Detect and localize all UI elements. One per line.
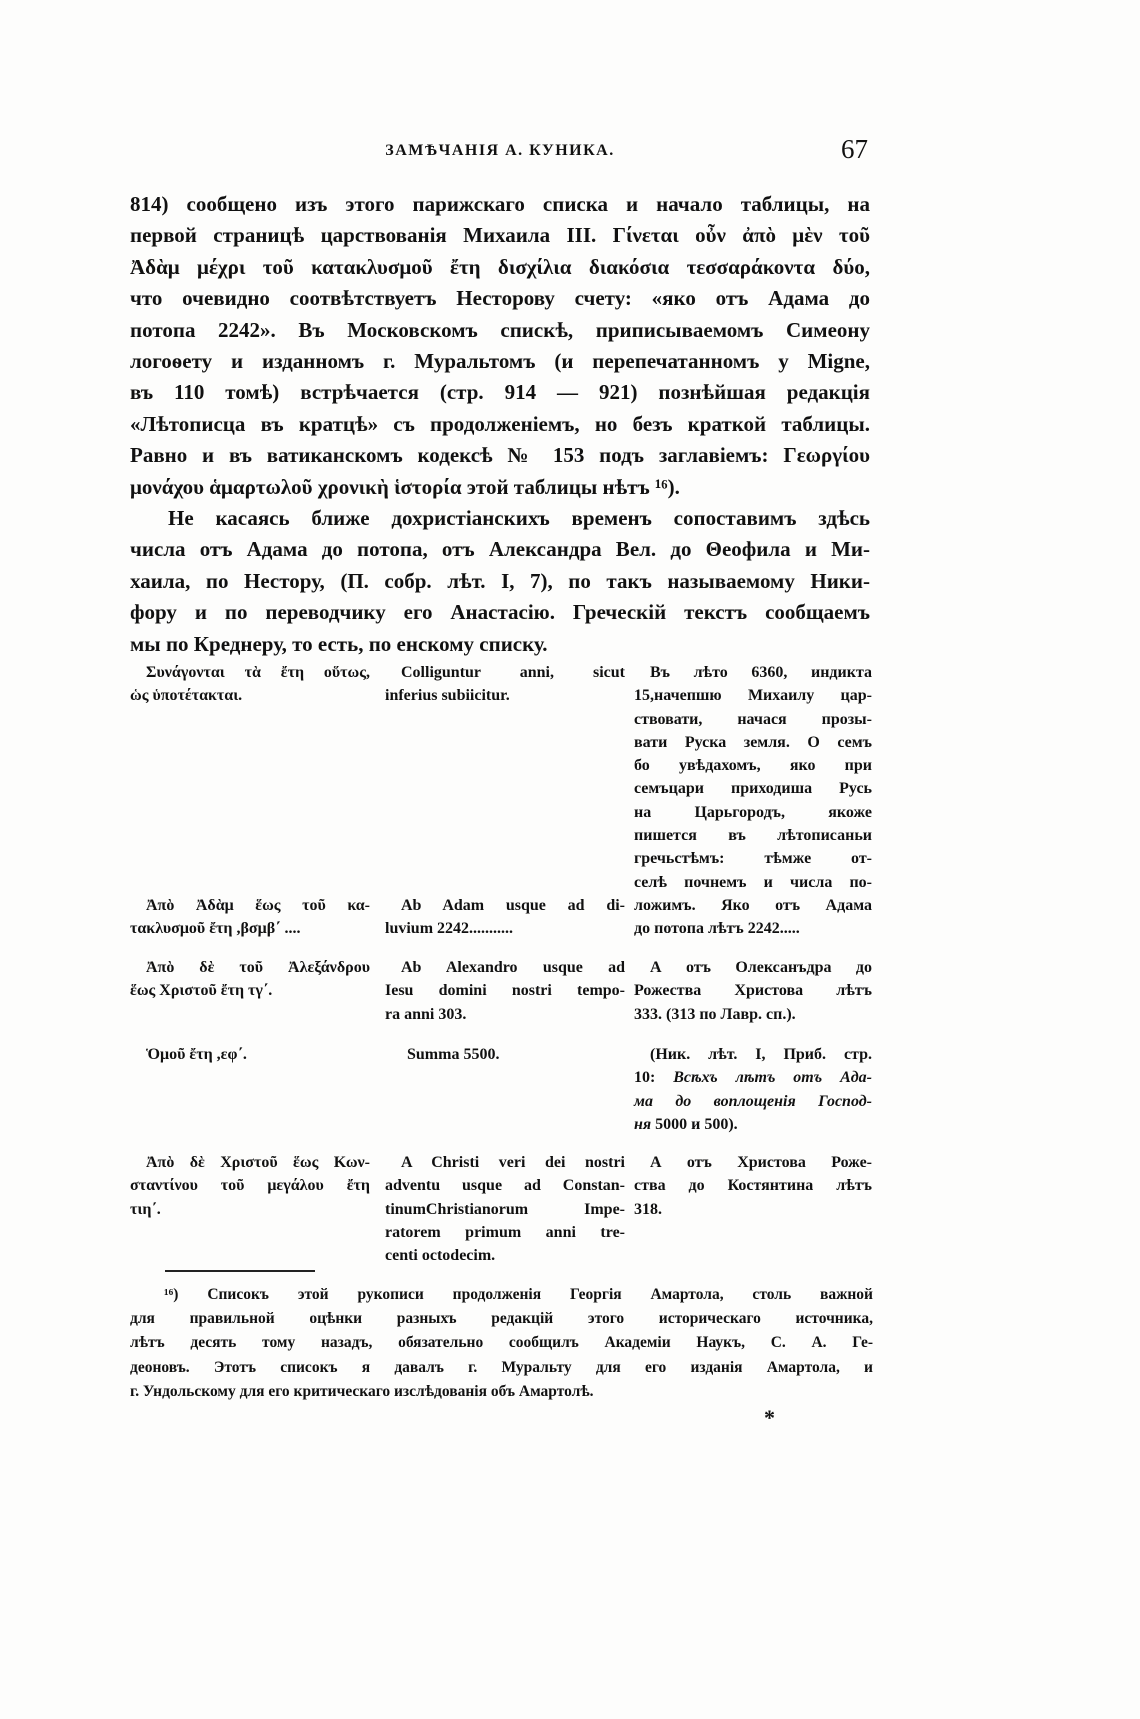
text-line: Ἀδὰμ μέχρι τοῦ κατακλυσμοῦ ἔτη δισχίλια διακόσια τεσσαράκοντα δύο,: [130, 254, 870, 279]
slavonic-cell: [634, 1151, 872, 1221]
latin-cell: [385, 956, 625, 1026]
latin-cell: [385, 894, 625, 941]
text-line: Рожества Христова лѣтъ: [634, 982, 872, 1000]
text-line: Συνάγονται τὰ ἔτη οὕτως,: [146, 664, 370, 681]
greek-cell: [130, 1043, 370, 1066]
text-line: luvium 2242...........: [385, 920, 514, 938]
text-segment: 5000 и 500).: [651, 1115, 738, 1133]
text-line: A Christi veri dei nostri: [401, 1154, 625, 1171]
page-number: 67: [841, 134, 868, 164]
text-line: ra anni 303.: [385, 1005, 467, 1023]
text-line: Colliguntur anni, sicut: [401, 664, 625, 681]
italic-text: ма до воплощенія Господ-: [634, 1092, 872, 1110]
text-line: σταντίνου τοῦ μεγάλου ἔτη: [130, 1177, 370, 1195]
greek-cell: [130, 894, 370, 941]
text-line: А отъ Христова Роже-: [650, 1154, 872, 1171]
paragraph-2: [130, 503, 870, 660]
text-line: 15,начепшю Михаилу цар-: [634, 687, 872, 705]
text-segment: 10:: [634, 1069, 674, 1087]
text-line: ствовати, начася прозы-: [634, 710, 872, 728]
text-line: хаила, по Нестору, (П. собр. лѣт. I, 7), по такъ называемому Ники-: [130, 568, 870, 593]
latin-cell: [385, 1151, 625, 1267]
text-line: ὡς ὑποτέτακται.: [130, 687, 243, 705]
text-line: [634, 1113, 872, 1136]
text-line: (Ник. лѣт. I, Приб. стр.: [650, 1046, 872, 1063]
text-line: мы по Креднеру, то есть, по енскому списку.: [130, 631, 548, 656]
text-line: τακλυσμοῦ ἔτη ,βσμβ΄ ....: [130, 920, 301, 938]
text-line: А отъ Олексанъдра до: [650, 959, 872, 976]
text-line: деоновъ. Этотъ списокъ я давалъ г. Муральту для его изданія Амартола, и: [130, 1358, 873, 1376]
text-line: «Лѣтописца въ кратцѣ» съ продолженіемъ, но безъ краткой таблицы.: [130, 411, 870, 436]
text-line: inferius subiicitur.: [385, 687, 510, 705]
italic-text: ня: [634, 1115, 652, 1133]
text-line: ложимъ. Яко отъ Адама: [634, 896, 872, 914]
greek-cell: [130, 956, 370, 1003]
latin-cell: [385, 1043, 625, 1066]
text-line: ¹⁶) Списокъ этой рукописи продолженія Георгія Амартола, столь важной: [164, 1286, 873, 1303]
signature-mark: *: [764, 1405, 775, 1430]
slavonic-cell: [634, 661, 872, 941]
page-header: [130, 134, 870, 170]
text-line: Summa 5500.: [407, 1046, 500, 1063]
text-line: потопа 2242». Въ Московскомъ спискѣ, приписываемомъ Симеону: [130, 317, 870, 342]
text-line: пишется въ лѣтописаньи: [634, 827, 872, 845]
text-line: семъцари приходиша Русь: [634, 780, 872, 798]
text-line: на Царьгородъ, якоже: [634, 803, 872, 821]
running-title: ЗАМѢЧАНІЯ А. КУНИКА.: [385, 142, 615, 159]
text-line: бо увѣдахомъ, яко при: [634, 757, 872, 775]
slavonic-cell: [634, 1043, 872, 1136]
text-line: ratorem primum anni tre-: [385, 1223, 625, 1241]
text-line: Равно и въ ватиканскомъ кодексѣ № 153 подъ заглавіемъ: Γεωργίου: [130, 443, 870, 468]
text-line: Ἀπὸ δὲ τοῦ Ἀλεξάνδρου: [146, 959, 370, 976]
text-line: ства до Костянтина лѣтъ: [634, 1177, 872, 1195]
text-line: для правильной оцѣнки разныхъ редакцій этого историческаго источника,: [130, 1310, 873, 1328]
text-line: лѣтъ десять тому назадъ, обязательно сообщилъ Академіи Наукъ, С. А. Ге-: [130, 1334, 873, 1352]
text-line: что очевидно соотвѣтствуетъ Несторову счету: «яко отъ Адама до: [130, 286, 870, 311]
text-line: селѣ почнемъ и числа по-: [634, 873, 872, 891]
text-line: Ἀπὸ δὲ Χριστοῦ ἕως Κων-: [146, 1154, 370, 1171]
greek-cell: [130, 661, 370, 708]
text-line: Iesu domini nostri tempo-: [385, 982, 625, 1000]
text-line: Ὁμοῦ ἔτη ,εφ΄.: [146, 1046, 247, 1063]
text-line: [634, 1066, 872, 1089]
text-line: μονάχου ἁμαρτωλοῦ χρονικὴ ἱστορία этой таблицы нѣтъ ¹⁶).: [130, 474, 680, 499]
text-line: первой страницѣ царствованія Михаила III. Γίνεται οὖν ἀπὸ μὲν τοῦ: [130, 223, 870, 248]
text-line: Ab Adam usque ad di-: [401, 897, 625, 914]
text-line: adventu usque ad Constan-: [385, 1177, 625, 1195]
text-line: вати Руска земля. О семъ: [634, 733, 872, 751]
footnote-rule: [165, 1270, 315, 1272]
text-line: 318.: [634, 1200, 662, 1218]
text-line: τιη΄.: [130, 1200, 161, 1218]
slavonic-cell: [634, 956, 872, 1026]
text-line: centi octodecim.: [385, 1247, 496, 1265]
text-line: 333. (313 по Лавр. сп.).: [634, 1005, 796, 1023]
text-line: Ἀπὸ Ἀδὰμ ἕως τοῦ κα-: [146, 897, 370, 914]
footnote-16: [130, 1283, 873, 1404]
italic-text: Всѣхъ лѣтъ отъ Ада-: [673, 1069, 872, 1087]
text-line: Ab Alexandro usque ad: [401, 959, 625, 976]
text-line: [634, 1090, 872, 1113]
text-line: Не касаясь ближе дохристіанскихъ временъ сопоставимъ здѣсь: [168, 506, 870, 530]
text-line: до потопа лѣтъ 2242.....: [634, 920, 800, 938]
text-line: въ 110 томѣ) встрѣчается (стр. 914 — 921) познѣйшая редакція: [130, 380, 870, 405]
text-line: числа отъ Адама до потопа, отъ Александра Вел. до Θеофила и Ми-: [130, 537, 870, 562]
text-line: 814) сообщено изъ этого парижскаго списка и начало таблицы, на: [130, 192, 870, 216]
text-line: г. Ундольскому для его критическаго изслѣдованія объ Амартолѣ.: [130, 1382, 594, 1400]
paragraph-1: [130, 189, 870, 503]
text-line: Въ лѣто 6360, индикта: [650, 664, 872, 681]
latin-cell: [385, 661, 625, 708]
text-line: ἕως Χριστοῦ ἔτη τγ΄.: [130, 982, 273, 1000]
text-line: фору и по переводчику его Анастасію. Греческій текстъ сообщаемъ: [130, 600, 870, 625]
text-line: tinumChristianorum Impe-: [385, 1200, 625, 1218]
greek-cell: [130, 1151, 370, 1221]
text-line: гречьстѣмъ: тѣмже от-: [634, 850, 872, 868]
text-line: логоѳету и изданномъ г. Муральтомъ (и перепечатанномъ у Migne,: [130, 348, 870, 373]
